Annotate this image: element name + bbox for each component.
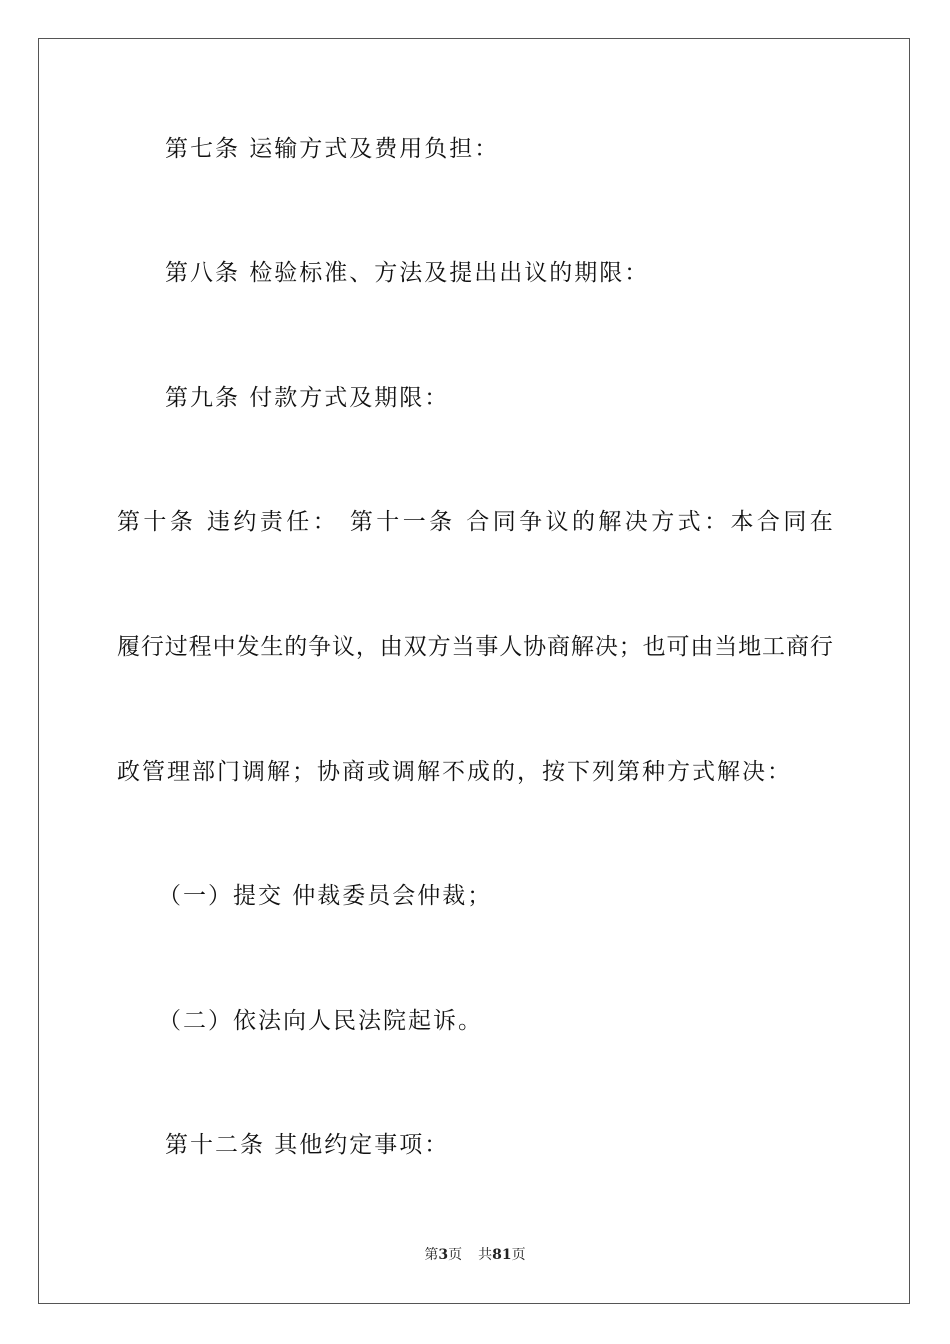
- article-7: 第七条 运输方式及费用负担：: [165, 136, 500, 162]
- page-footer: [0, 1246, 950, 1264]
- article-12: 第十二条 其他约定事项：: [165, 1132, 450, 1158]
- page-border: [38, 38, 910, 1304]
- article-11-line-2: 履 行 过 程 中 发 生 的 争 议 ， 由 双 方 当 事 人 协 商 解 决 ； 也 可 由 当 地 工 商 行: [117, 634, 833, 660]
- footer-total-pages: 81: [492, 1247, 512, 1263]
- option-2: （二）依法向人民法院起诉。: [158, 1008, 483, 1034]
- article-8: 第八条 检验标准、方法及提出出议的期限：: [165, 260, 650, 286]
- footer-total-prefix: 共: [478, 1247, 493, 1263]
- article-10-11-line-1: 第 十 条 违 约 责 任 ： 第 十 一 条 合 同 争 议 的 解 决 方 式 ： 本 合 同 在: [117, 509, 833, 535]
- article-9: 第九条 付款方式及期限：: [165, 385, 450, 411]
- footer-page-prefix: 第: [424, 1247, 439, 1263]
- article-11-line-3: 政管理部门调解；协商或调解不成的，按下列第种方式解决：: [117, 759, 792, 785]
- footer-page-suffix: 页: [448, 1247, 463, 1263]
- footer-page-number: 3: [438, 1247, 449, 1263]
- footer-total-suffix: 页: [511, 1247, 526, 1263]
- option-1: （一）提交 仲裁委员会仲裁；: [158, 883, 493, 909]
